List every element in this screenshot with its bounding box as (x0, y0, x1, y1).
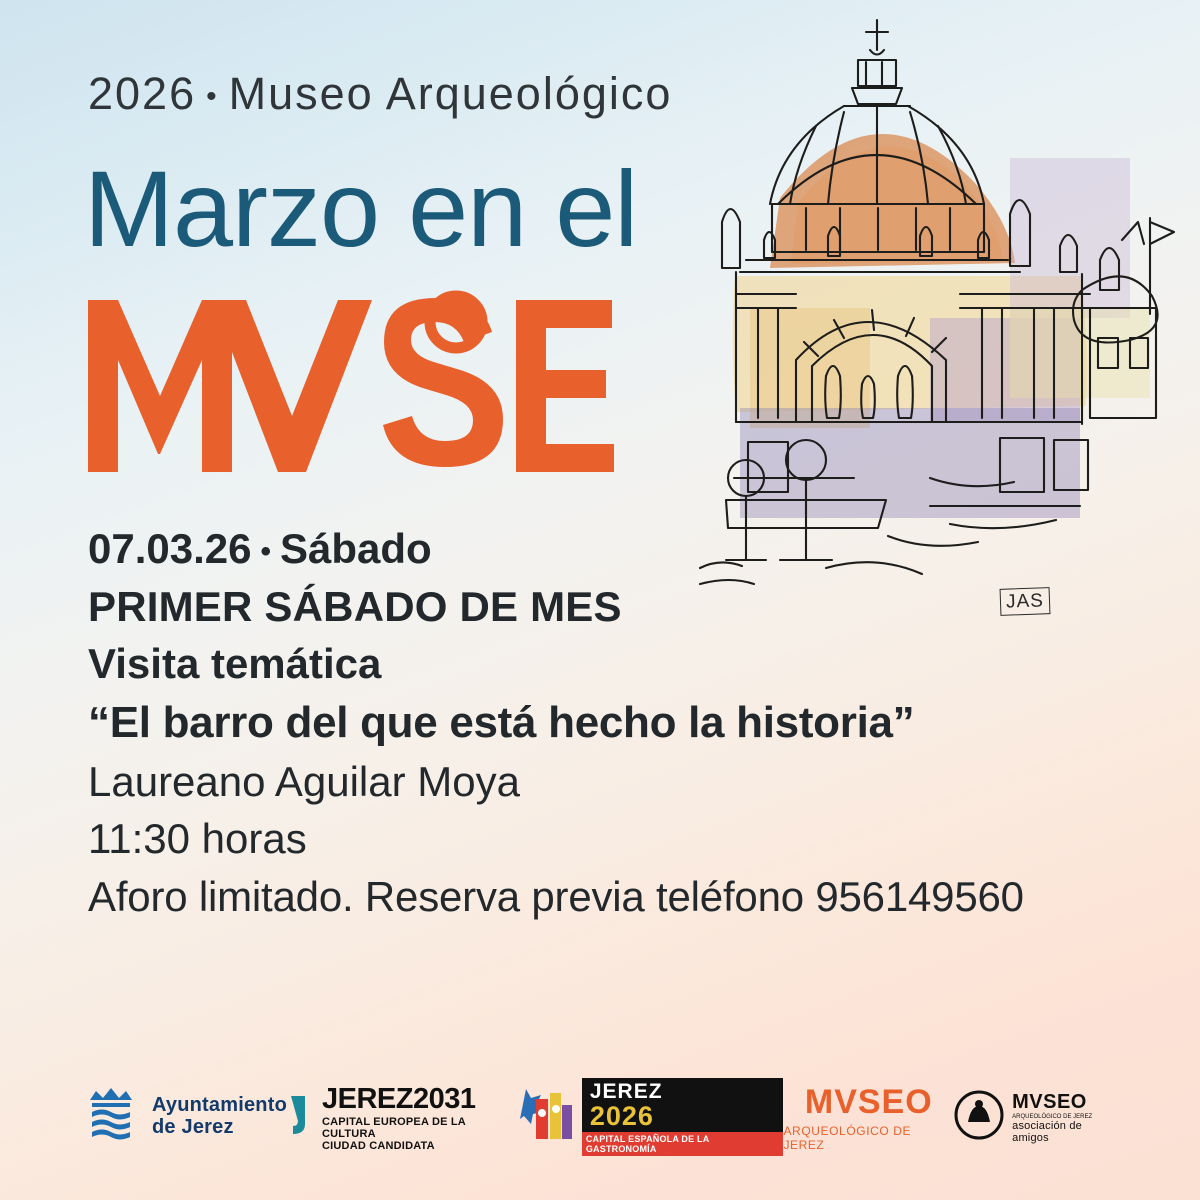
amigos-tiny: ARQUEOLÓGICO DE JEREZ (1012, 1113, 1093, 1120)
kicker-separator: • (206, 80, 219, 114)
event-date-separator: • (260, 535, 272, 569)
poster-kicker (88, 68, 672, 120)
logo-ayuntamiento-de-jerez (80, 1086, 287, 1149)
footer-logos (0, 1062, 1200, 1172)
logo-jerez-2026-gastronomia (520, 1078, 784, 1157)
event-notice: Aforo limitado. Reserva previa teléfono 956149560 (88, 872, 1024, 920)
jerez-2026-title: JEREZ (589, 1079, 663, 1103)
event-activity-type: Visita temática (88, 640, 382, 688)
jerez-2031-sub2: CIUDAD CANDIDATA (322, 1139, 435, 1152)
jerez-2026-sub: CAPITAL ESPAÑOLA DE LA GASTRONOMÍA (582, 1132, 784, 1156)
jerez-2031-title: JEREZ2031 (322, 1082, 476, 1115)
jerez-2031-sub1: CAPITAL EUROPEA DE LA CULTURA (322, 1115, 466, 1140)
event-time: 11:30 horas (88, 815, 307, 863)
event-date: 07.03.26 (88, 525, 252, 572)
jerez-2026-year: 2026 (589, 1100, 654, 1131)
amigos-title: MVSEO (1012, 1090, 1087, 1113)
mvseo-sub: ARQUEOLÓGICO DE JEREZ (783, 1123, 912, 1152)
ayuntamiento-line2: de Jerez (152, 1116, 234, 1138)
event-weekday: Sábado (280, 525, 432, 572)
jerez-2031-mark-icon (287, 1092, 313, 1143)
kicker-year: 2026 (88, 68, 197, 119)
logo-jerez-2031 (287, 1083, 520, 1152)
logo-mvseo-arqueologico (783, 1083, 954, 1152)
event-details (88, 520, 1118, 925)
logo-mvseo-asociacion-amigos (954, 1090, 1120, 1145)
poster-title-line1: Marzo en el (84, 148, 638, 269)
poster-title-mvseo (84, 282, 644, 477)
event-activity-title: “El barro del que está hecho la historia” (88, 697, 915, 747)
ayuntamiento-crest-icon (80, 1086, 142, 1149)
event-speaker: Laureano Aguilar Moya (88, 757, 520, 805)
kicker-venue: Museo Arqueológico (228, 68, 673, 119)
artist-signature: JAS (1000, 587, 1051, 616)
amigos-sub: asociación de amigos (1012, 1119, 1082, 1144)
gastronomia-emblem-icon (520, 1083, 576, 1150)
mvseo-title: MVSEO (804, 1082, 933, 1121)
event-date-line (88, 520, 1118, 578)
event-program: PRIMER SÁBADO DE MES (88, 582, 622, 630)
ayuntamiento-line1: Ayuntamiento (152, 1094, 287, 1117)
amigos-seal-icon (954, 1090, 1004, 1145)
